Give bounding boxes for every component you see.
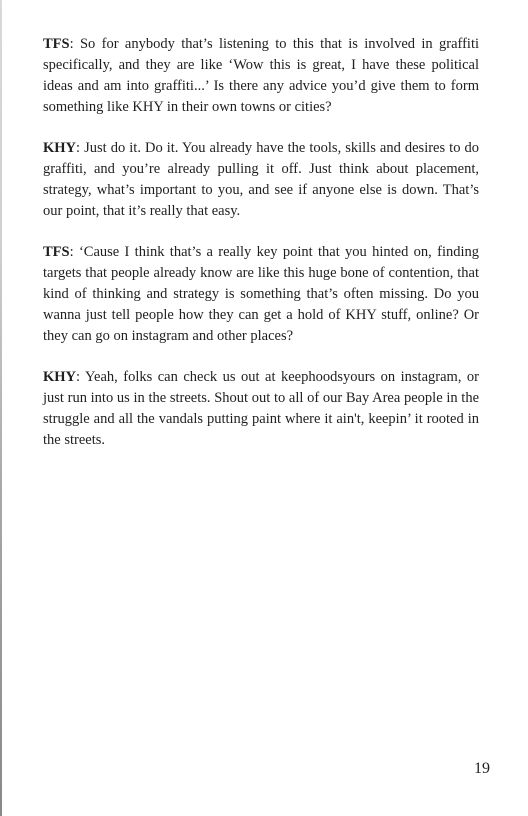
page-number: 19: [474, 760, 490, 777]
paragraph-text: Yeah, folks can check us out at keephoodsyours on instagram, or just run into us in the streets. Shout out to all of our Bay Area people in the struggle and all the vandals putting paint where it ain't, keepin’ it rooted in the streets.: [43, 369, 480, 448]
speaker-separator: :: [69, 36, 74, 52]
speaker-separator: :: [76, 369, 81, 385]
page-edge-shadow: [0, 0, 2, 816]
paragraph-text: ‘Cause I think that’s a really key point that you hinted on, finding targets that people already know are like this huge bone of contention, that kind of thinking and strategy is something that’s often missing. Do you wanna just tell people how they can get a hold of KHY stuff, online? Or they can go on instagram and other places?: [43, 244, 480, 344]
speaker-separator: :: [69, 244, 74, 260]
interview-paragraph: [43, 34, 479, 118]
interview-paragraph: [43, 367, 479, 451]
speaker-separator: :: [76, 140, 81, 156]
paragraph-text: Just do it. Do it. You already have the tools, skills and desires to do graffiti, and you’re already pulling it off. Just think about placement, strategy, what’s important to you, and see if anyone else is down. That’s our point, that it’s really that easy.: [43, 140, 480, 219]
interview-text: [43, 34, 479, 471]
interview-paragraph: [43, 138, 479, 222]
speaker-label: TFS: [43, 36, 70, 52]
speaker-label: KHY: [43, 369, 77, 385]
interview-paragraph: [43, 242, 479, 347]
paragraph-text: So for anybody that’s listening to this that is involved in graffiti specifically, and they are like ‘Wow this is great, I have these political ideas and am into graffiti...’ Is there any advice you’d give them to form something like KHY in their own towns or cities?: [43, 36, 479, 115]
speaker-label: KHY: [43, 140, 77, 156]
speaker-label: TFS: [43, 244, 70, 260]
